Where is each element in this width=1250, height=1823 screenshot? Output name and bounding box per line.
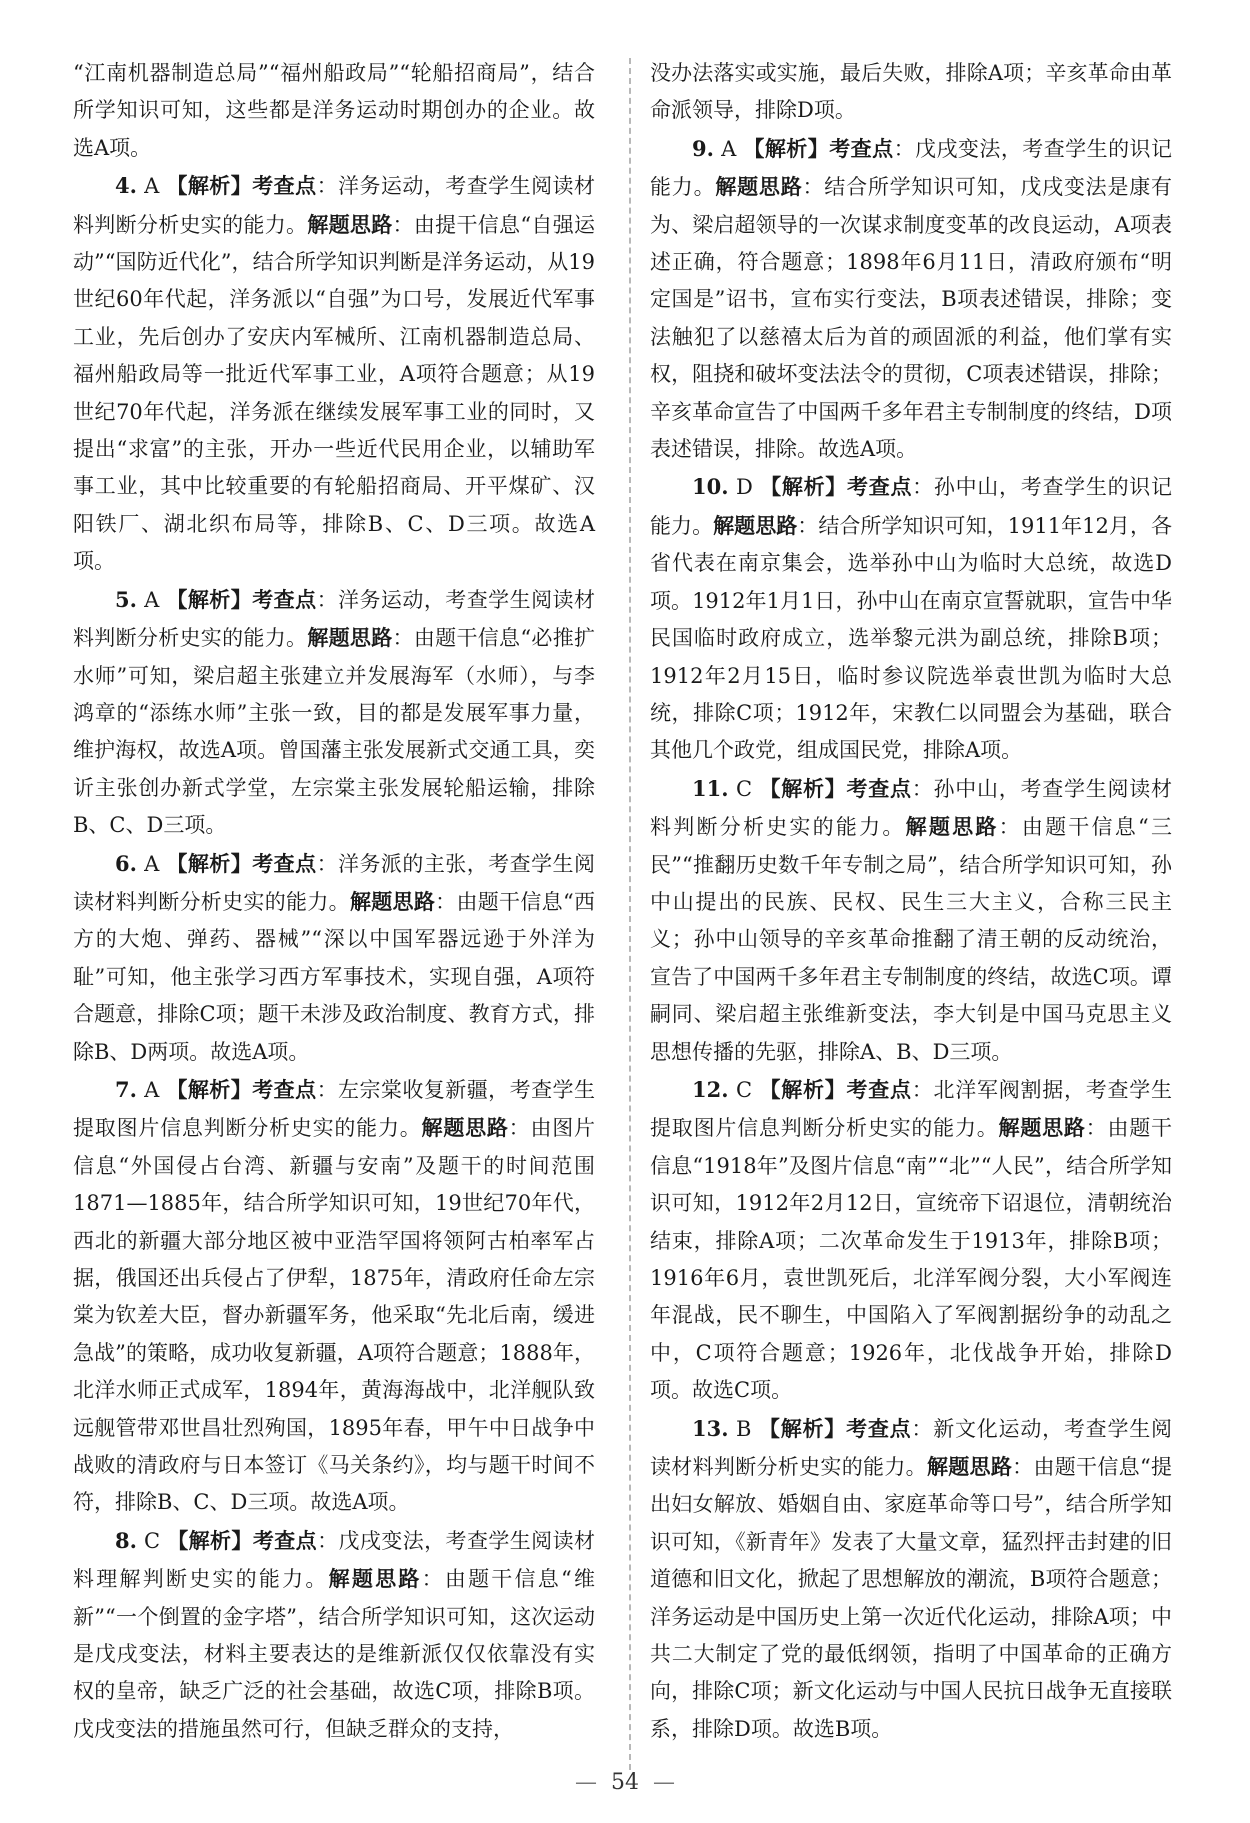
kp-label: 考查点 xyxy=(846,1415,912,1441)
kp-label: 考查点 xyxy=(252,1076,317,1102)
idea-label: 解题思路 xyxy=(421,1115,509,1141)
kp-text: ：洋务运动，考查学生阅读材料判断分析史实的能力。 xyxy=(73,174,595,237)
item-answer: C xyxy=(735,776,753,801)
idea-text: ：结合所学知识可知，1911年12月，各省代表在南京集会，选举孙中山为临时大总统，故选D项。1912年1月1日，孙中山在南京宣誓就职，宣告中华民国临时政府成立，选举黎元洪为副总统，排除B项；1912年2月15日，临时参议院选举袁世凯为临时大总统，排除C项；1912年，宋教仁以同盟会为基础，联合其他几个政党，组成国民党，排除A项。 xyxy=(650,513,1173,763)
idea-label: 解题思路 xyxy=(998,1115,1086,1141)
item-number: 13. xyxy=(692,1415,729,1441)
item-number: 7. xyxy=(115,1076,137,1102)
analysis-tag: 【解析】 xyxy=(166,1076,253,1102)
kp-text: ：北洋军阀割据，考查学生提取图片信息判断分析史实的能力。 xyxy=(650,1077,1172,1141)
kp-label: 考查点 xyxy=(252,1527,318,1553)
kp-text: ：新文化运动，考查学生阅读材料判断分析史实的能力。 xyxy=(650,1416,1173,1480)
item-answer: C xyxy=(735,1077,753,1102)
item-number: 10. xyxy=(692,474,729,500)
analysis-tag: 【解析】 xyxy=(167,1527,253,1553)
footer-dash-left: — xyxy=(575,1770,597,1795)
answer-item-12 xyxy=(650,1071,1172,1410)
analysis-tag: 【解析】 xyxy=(166,173,253,199)
analysis-tag: 【解析】 xyxy=(760,474,848,500)
kp-label: 考查点 xyxy=(846,1076,912,1102)
item-answer: A xyxy=(144,1077,160,1102)
kp-text: ：孙中山，考查学生的识记能力。 xyxy=(650,475,1172,538)
kp-label: 考查点 xyxy=(252,850,317,876)
answer-item-11 xyxy=(650,770,1172,1071)
analysis-tag: 【解析】 xyxy=(759,1076,847,1102)
kp-text: ：戊戌变法，考查学生阅读材料理解判断史实的能力。 xyxy=(73,1528,595,1592)
answer-item-9 xyxy=(650,130,1172,469)
item-number: 12. xyxy=(692,1076,729,1102)
kp-label: 考查点 xyxy=(252,586,317,612)
idea-label: 解题思路 xyxy=(307,211,393,237)
kp-text: ：洋务派的主张，考查学生阅读材料判断分析史实的能力。 xyxy=(73,851,595,914)
idea-text: ：由提干信息“自强运动”“国防近代化”，结合所学知识判断是洋务运动，从19世纪60年代起，洋务派以“自强”为口号，发展近代军事工业，先后创办了安庆内军械所、江南机器制造总局、福州船政局等一批近代军事工业，A项符合题意；从19世纪70年代起，洋务派在继续发展军事工业的同时，又提出“求富”的主张，开办一些近代民用企业，以辅助军事工业，其中比较重要的有轮船招商局、开平煤矿、汉阳铁厂、湖北织布局等，排除B、C、D三项。故选A项。 xyxy=(73,212,596,574)
idea-text: ：由题干信息“提出妇女解放、婚姻自由、家庭革命等口号”，结合所学知识可知，《新青年》发表了大量文章，猛烈抨击封建的旧道德和旧文化，掀起了思想解放的潮流，B项符合题意；洋务运动是中国历史上第一次近代化运动，排除A项；中共二大制定了党的最低纲领，指明了中国革命的正确方向，排除C项；新文化运动与中国人民抗日战争无直接联系，排除D项。故选B项。 xyxy=(650,1455,1173,1741)
continuation-text: “江南机器制造总局”“福州船政局”“轮船招商局”，结合所学知识可知，这些都是洋务运动时期创办的企业。故选A项。 xyxy=(73,61,595,160)
analysis-tag: 【解析】 xyxy=(758,1415,847,1441)
kp-text: ：左宗棠收复新疆，考查学生提取图片信息判断分析史实的能力。 xyxy=(73,1077,595,1141)
item-answer: C xyxy=(144,1528,161,1553)
kp-text: ：洋务运动，考查学生阅读材料判断分析史实的能力。 xyxy=(73,587,595,651)
kp-label: 考查点 xyxy=(829,135,894,161)
idea-label: 解题思路 xyxy=(713,512,798,538)
item-number: 5. xyxy=(115,586,137,612)
item-number: 8. xyxy=(115,1527,137,1553)
answer-item-13 xyxy=(650,1410,1172,1749)
idea-label: 解题思路 xyxy=(926,1454,1013,1480)
item-answer: B xyxy=(736,1416,752,1441)
idea-text: ：由题干信息“三民”“推翻历史数千年专制之局”，结合所学知识可知，孙中山提出的民族、民权、民生三大主义，合称三民主义；孙中山领导的辛亥革命推翻了清王朝的反动统治，宣告了中国两千多年君主专制制度的终结，故选C项。谭嗣同、梁启超主张维新变法，李大钊是中国马克思主义思想传播的先驱，排除A、B、D三项。 xyxy=(650,815,1172,1064)
answer-item-7 xyxy=(73,1071,595,1522)
footer-dash-right: — xyxy=(653,1770,675,1795)
page-number: 54 xyxy=(611,1770,639,1795)
item-answer: D xyxy=(735,475,753,500)
answer-item-6 xyxy=(73,845,595,1071)
idea-label: 解题思路 xyxy=(349,888,436,914)
item-answer: A xyxy=(721,136,737,161)
column-divider xyxy=(629,58,631,1770)
kp-label: 考查点 xyxy=(847,474,913,500)
idea-label: 解题思路 xyxy=(715,174,803,200)
idea-text: ：由图片信息“外国侵占台湾、新疆与安南”及题干的时间范围1871—1885年，结合所学知识可知，19世纪70年代，西北的新疆大部分地区被中亚浩罕国将领阿古柏率军占据，俄国还出兵侵占了伊犁，1875年，清政府任命左宗棠为钦差大臣，督办新疆军务，他采取“先北后南，缓进急战”的策略，成功收复新疆，A项符合题意；1888年，北洋水师正式成军，1894年，黄海海战中，北洋舰队致远舰管带邓世昌壮烈殉国，1895年春，甲午中日战争中战败的清政府与日本签订《马关条约》，均与题干时间不符，排除B、C、D三项。故选A项。 xyxy=(73,1116,596,1515)
answer-item-8 xyxy=(73,1522,595,1748)
answer-item-4 xyxy=(73,167,595,580)
item-answer: A xyxy=(144,851,160,876)
analysis-tag: 【解析】 xyxy=(166,586,253,612)
kp-text: ：戊戌变法，考查学生的识记能力。 xyxy=(650,136,1172,200)
item-number: 9. xyxy=(692,135,714,161)
page-footer xyxy=(0,1770,1250,1795)
idea-text: ：由题干信息“1918年”及图片信息“南”“北”“人民”，结合所学知识可知，1912年2月12日，宣统帝下诏退位，清朝统治结束，排除A项；二次革命发生于1913年，排除B项；1916年6月，袁世凯死后，北洋军阀分裂，大小军阀连年混战，民不聊生，中国陷入了军阀割据纷争的动乱之中，C项符合题意；1926年，北伐战争开始，排除D项。故选C项。 xyxy=(650,1116,1173,1403)
idea-label: 解题思路 xyxy=(307,625,393,651)
answer-item-5 xyxy=(73,581,595,845)
idea-text: ：由题干信息“西方的大炮、弹药、器械”“深以中国军器远逊于外洋为耻”可知，他主张学习西方军事技术，实现自强，A项符合题意，排除C项；题干未涉及政治制度、教育方式，排除B、D两项。故选A项。 xyxy=(73,889,596,1064)
kp-label: 考查点 xyxy=(252,173,317,199)
item-number: 6. xyxy=(115,850,137,876)
kp-text: ：孙中山，考查学生阅读材料判断分析史实的能力。 xyxy=(650,776,1172,840)
item-answer: A xyxy=(144,587,160,612)
idea-label: 解题思路 xyxy=(328,1566,422,1592)
analysis-tag: 【解析】 xyxy=(166,850,253,876)
idea-label: 解题思路 xyxy=(905,814,999,840)
idea-text: ：结合所学知识可知，戊戌变法是康有为、梁启超领导的一次谋求制度变革的改良运动，A项表述正确，符合题意；1898年6月11日，清政府颁布“明定国是”诏书，宣布实行变法，B项表述错误，排除；变法触犯了以慈禧太后为首的顽固派的利益，他们掌有实权，阻挠和破坏变法法令的贯彻，C项表述错误，排除；辛亥革命宣告了中国两千多年君主专制制度的终结，D项表述错误，排除。故选A项。 xyxy=(650,175,1173,462)
item-number: 4. xyxy=(115,173,137,199)
kp-label: 考查点 xyxy=(846,775,912,801)
item-answer: A xyxy=(144,174,160,199)
answer-item-10 xyxy=(650,468,1172,769)
continuation-text: 没办法落实或实施，最后失败，排除A项；辛亥革命由革命派领导，排除D项。 xyxy=(650,61,1172,123)
analysis-tag: 【解析】 xyxy=(743,135,830,161)
right-column xyxy=(650,55,1172,1748)
left-column xyxy=(73,55,595,1748)
idea-text: ：由题干信息“维新”“一个倒置的金字塔”，结合所学知识可知，这次运动是戊戌变法，材料主要表达的是维新派仅仅依靠没有实权的皇帝，缺乏广泛的社会基础，故选C项，排除B项。戊戌变法的措施虽然可行，但缺乏群众的支持， xyxy=(73,1567,595,1741)
analysis-tag: 【解析】 xyxy=(759,775,847,801)
item-number: 11. xyxy=(692,775,729,801)
idea-text: ：由题干信息“必推扩水师”可知，梁启超主张建立并发展海军（水师），与李鸿章的“添练水师”主张一致，目的都是发展军事力量，维护海权，故选A项。曾国藩主张发展新式交通工具，奕䜣主张创办新式学堂，左宗棠主张发展轮船运输，排除B、C、D三项。 xyxy=(73,626,596,838)
